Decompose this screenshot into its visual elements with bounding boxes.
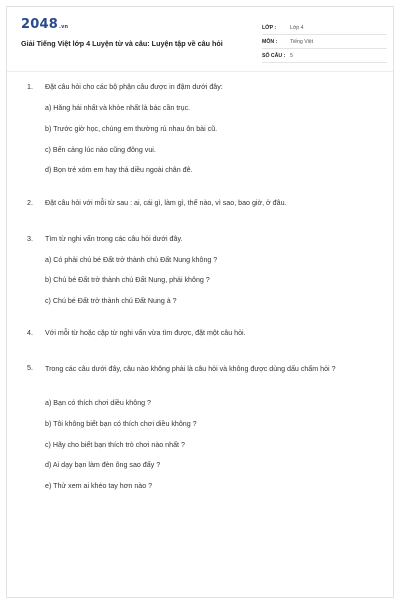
question-text: Đặt câu hỏi cho các bộ phận câu được in đậm dưới đây: [45,83,223,91]
question-text: Trong các câu dưới đây, câu nào không phải là câu hỏi và không được dùng dấu chấm hỏi ? [45,365,336,373]
question-1-option-b: b) Trước giờ học, chúng em thường rủ nhau ôn bài cũ. [45,125,218,133]
logo-suffix: .vn [58,24,69,30]
question-5-option-c: c) Hãy cho biết bạn thích trò chơi nào nhất ? [45,441,185,449]
question-3-option-a: a) Có phải chú bé Đất trở thành chú Đất Nung không ? [45,256,218,264]
meta-key: LỚP : [262,24,277,31]
question-5-option-e: e) Thử xem ai khéo tay hơn nào ? [45,482,153,490]
question-text: Đặt câu hỏi với mỗi từ sau : ai, cái gì, làm gì, thế nào, vì sao, bao giờ, ở đâu. [45,199,287,207]
question-3 [27,234,383,244]
question-number: 3. [27,235,33,243]
question-text: Tìm từ nghi vấn trong các câu hỏi dưới đây. [45,235,183,243]
question-1 [27,82,383,92]
question-1-option-a: a) Hăng hái nhất và khỏe nhất là bác cần trục. [45,104,191,112]
question-number: 5. [27,364,33,372]
page-title: Giải Tiếng Việt lớp 4 Luyện từ và câu: Luyện tập về câu hỏi [21,39,223,48]
question-4 [27,328,383,338]
question-5-option-d: d) Ai dạy bạn làm đèn ông sao đấy ? [45,461,161,469]
question-2 [27,198,383,208]
worksheet-page [6,6,394,598]
meta-key: SỐ CÂU : [262,52,286,59]
question-5-option-b: b) Tôi không biết bạn có thích chơi diều không ? [45,420,197,428]
meta-value: Tiếng Việt [290,38,314,45]
question-number: 2. [27,199,33,207]
question-1-option-c: c) Bến cảng lúc nào cũng đông vui. [45,146,156,154]
meta-value: Lớp 4 [290,24,304,31]
meta-row-count [262,49,387,63]
question-5-option-a: a) Bạn có thích chơi diều không ? [45,399,152,407]
meta-row-class [262,21,387,35]
meta-table [262,21,387,63]
site-logo[interactable] [21,17,68,32]
question-3-option-c: c) Chú bé Đất trở thành chú Đất Nung à ? [45,297,177,305]
logo-text: 2048 [21,17,58,32]
question-text: Với mỗi từ hoặc cặp từ nghi vấn vừa tìm được, đặt một câu hỏi. [45,329,246,337]
header-divider [7,71,393,72]
meta-key: MÔN : [262,38,278,45]
meta-row-subject [262,35,387,49]
question-3-option-b: b) Chú bé Đất trở thành chú Đất Nung, phải không ? [45,276,210,284]
question-1-option-d: d) Bọn trẻ xóm em hay thả diều ngoài chân đê. [45,166,193,174]
question-5 [27,363,383,376]
question-number: 1. [27,83,33,91]
question-number: 4. [27,329,33,337]
meta-value: 5 [290,52,293,59]
